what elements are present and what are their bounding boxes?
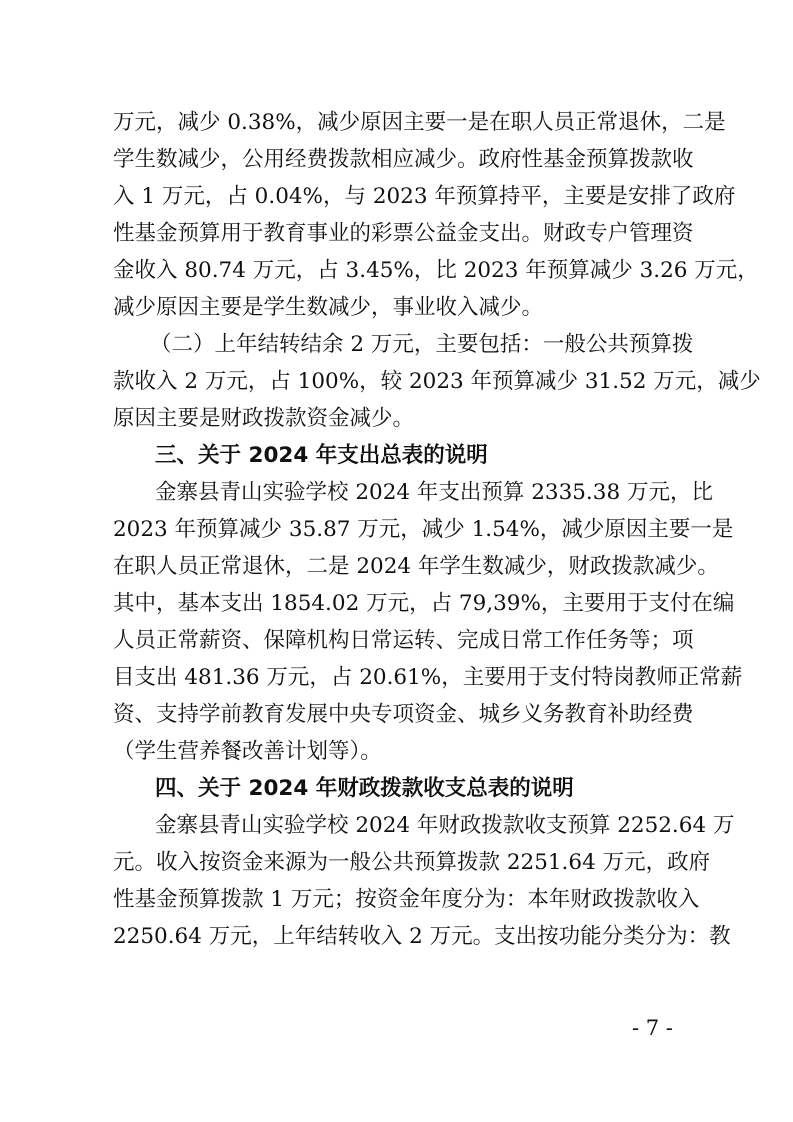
- paragraph-4-line-4: 2250.64 万元，上年结转收入 2 万元。支出按功能分类分为：教: [113, 924, 731, 949]
- paragraph-1-line-6: 减少原因主要是学生数减少，事业收入减少。: [113, 295, 544, 320]
- paragraph-3-line-2: 2023 年预算减少 35.87 万元，减少 1.54%，减少原因主要一是: [113, 517, 734, 542]
- paragraph-3-line-5: 人员正常薪资、保障机构日常运转、完成日常工作任务等；项: [113, 628, 694, 653]
- paragraph-3-line-7: 资、支持学前教育发展中央专项资金、城乡义务教育补助经费: [113, 702, 694, 727]
- paragraph-1-line-1: 万元，减少 0.38%，减少原因主要一是在职人员正常退休，二是: [113, 110, 726, 135]
- page-number: - 7 -: [632, 1016, 673, 1040]
- paragraph-4-line-2: 元。收入按资金来源为一般公共预算拨款 2251.64 万元，政府: [113, 850, 711, 875]
- paragraph-4-line-3: 性基金预算拨款 1 万元；按资金年度分为：本年财政拨款收入: [113, 887, 700, 912]
- section-heading-4: 四、关于 2024 年财政拨款收支总表的说明: [155, 776, 574, 801]
- paragraph-1-line-4: 性基金预算用于教育事业的彩票公益金支出。财政专户管理资: [113, 221, 694, 246]
- paragraph-3-line-3: 在职人员正常退休，二是 2024 年学生数减少，财政拨款减少。: [113, 554, 719, 579]
- paragraph-3-line-8: （学生营养餐改善计划等）。: [113, 739, 382, 764]
- paragraph-3-line-1: 金寨县青山实验学校 2024 年支出预算 2335.38 万元，比: [155, 480, 713, 505]
- paragraph-3-line-6: 目支出 481.36 万元，占 20.61%，主要用于支付特岗教师正常薪: [113, 665, 743, 690]
- paragraph-2-line-2: 款收入 2 万元，占 100%，较 2023 年预算减少 31.52 万元，减少: [113, 369, 761, 394]
- paragraph-3-line-4: 其中，基本支出 1854.02 万元，占 79,39%，主要用于支付在编: [113, 591, 735, 616]
- section-heading-3: 三、关于 2024 年支出总表的说明: [155, 443, 488, 468]
- paragraph-1-line-2: 学生数减少，公用经费拨款相应减少。政府性基金预算拨款收: [113, 147, 694, 172]
- paragraph-2-line-1: （二）上年结转结余 2 万元，主要包括：一般公共预算拨: [150, 332, 694, 357]
- paragraph-4-line-1: 金寨县青山实验学校 2024 年财政拨款收支预算 2252.64 万: [155, 813, 735, 838]
- paragraph-2-line-3: 原因主要是财政拨款资金减少。: [113, 406, 415, 431]
- paragraph-1-line-3: 入 1 万元，占 0.04%，与 2023 年预算持平，主要是安排了政府: [113, 184, 736, 209]
- paragraph-1-line-5: 金收入 80.74 万元，占 3.45%，比 2023 年预算减少 3.26 万元，: [113, 258, 759, 283]
